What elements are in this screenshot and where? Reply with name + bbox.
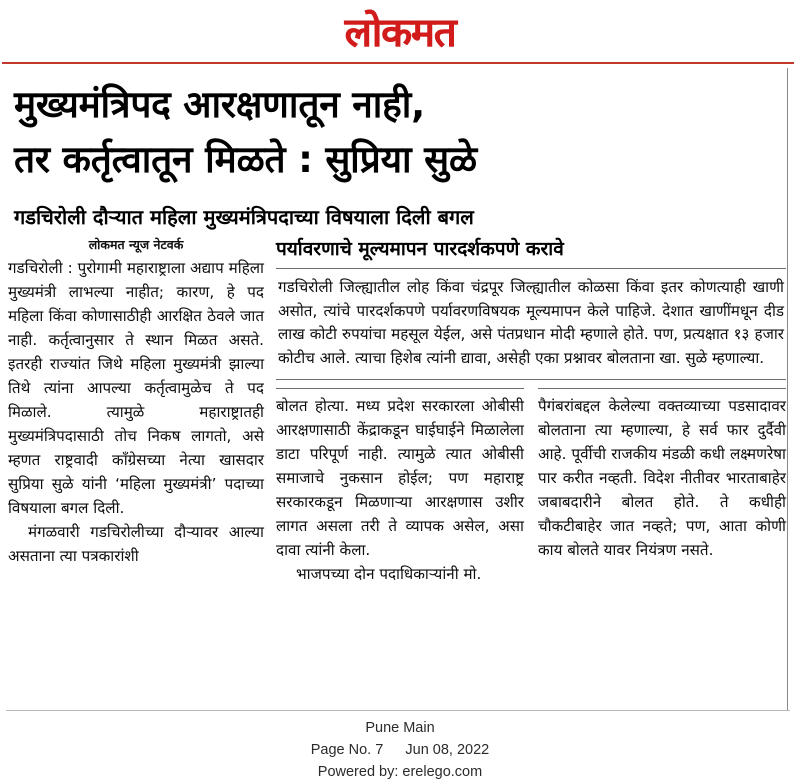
headline-line-2: तर कर्तृत्वातून मिळते : सुप्रिया सुळे xyxy=(14,137,477,181)
footer xyxy=(0,718,800,783)
column-layout xyxy=(8,236,786,587)
column-1-paragraph-1: गडचिरोली : पुरोगामी महाराष्ट्राला अद्याप महिला मुख्यमंत्री लाभल्या नाहीत; कारण, हे पद महिला किंवा कोणासाठीही आरक्षित ठेवले जात नाही. कर्तृत्वानुसार ते स्थान मिळत असते. इतरही राज्यांत जिथे महिला मुख्यमंत्री झाल्या तिथे त्यांना आपल्या कर्तृत्वामुळेच ते पद मिळाले. त्यामुळे महाराष्ट्रातही मुख्यमंत्रिपदासाठी तोच निकष लागतो, असे म्हणत राष्ट्रवादी काँग्रेसच्या नेत्या खासदार सुप्रिया सुळे यांनी ‘महिला मुख्यमंत्री’ पदाच्या विषयाला बगल दिली. xyxy=(8,258,264,517)
lower-column-layout xyxy=(276,388,786,587)
article-column-3 xyxy=(538,388,786,563)
article-body xyxy=(8,236,786,587)
page-title xyxy=(14,78,786,188)
secondary-heading: पर्यावरणाचे मूल्यमापन पारदर्शकपणे करावे xyxy=(276,237,564,260)
lokmat-logo: लोकमत xyxy=(344,10,456,56)
byline: लोकमत न्यूज नेटवर्क xyxy=(88,236,184,252)
pull-quote-text: गडचिरोली जिल्ह्यातील लोह किंवा चंद्रपूर जिल्ह्यातील कोळसा किंवा इतर कोणत्याही खाणी असोत, त्यांचे पारदर्शकपणे पर्यावरणविषयक मूल्यमापन केले पाहिजे. देशात खाणींमधून दीड लाख कोटी रुपयांचा महसूल येईल, असे पंतप्रधान मोदी म्हणाले होते. पण, प्रत्यक्षात १३ हजार कोटीच आले. त्याचा हिशेब त्यांनी द्यावा, असेही एका प्रश्नावर बोलताना खा. सुळे म्हणाल्या. xyxy=(278,278,784,368)
headline-line-1: मुख्यमंत्रिपद आरक्षणातून नाही, xyxy=(14,83,426,126)
column-2-paragraph-1: बोलत होत्या. मध्य प्रदेश सरकारला ओबीसी आरक्षणासाठी केंद्राकडून घाईघाईने मिळालेला डाटा परिपूर्ण नाही. त्यामुळे त्यात ओबीसी समाजाचे नुकसान होईल; पण महाराष्ट्र सरकारकडून मिळणाऱ्या आरक्षणास उशीर लागत असला तरी ते व्यापक असेल, असा दावा त्यांनी केला. xyxy=(276,397,524,560)
footer-page-and-date xyxy=(0,740,800,762)
footer-date: Jun 08, 2022 xyxy=(405,741,490,758)
subheading: गडचिरोली दौऱ्यात महिला मुख्यमंत्रिपदाच्या विषयाला दिली बगल xyxy=(14,204,474,229)
column-3-paragraph-1: पैगंबरांबद्दल केलेल्या वक्तव्याच्या पडसादावर बोलताना त्या म्हणाल्या, हे सर्व फार दुर्दैवी आहे. पूर्वीची राजकीय मंडळी कधी लक्ष्मणरेषा पार करीत नव्हती. विदेश नीतीवर भारताबाहेर जबाबदारीने बोलत होते. ते कधीही चौकटीबाहेर जात नव्हते; पण, आता कोणी काय बोलते यावर नियंत्रण नसते. xyxy=(538,397,786,560)
column-3-top-rule xyxy=(538,388,786,390)
masthead xyxy=(0,0,800,58)
masthead-divider xyxy=(2,62,794,64)
column-2-top-rule xyxy=(276,388,524,390)
article-column-1 xyxy=(8,236,264,568)
column-2-paragraph-2: भाजपच्या दोन पदाधिकाऱ्यांनी मो. xyxy=(296,565,482,584)
footer-edition: Pune Main xyxy=(365,720,435,736)
footer-powered-by: Powered by: erelego.com xyxy=(317,763,483,780)
pull-quote-box xyxy=(276,268,786,380)
footer-divider xyxy=(6,710,790,711)
column-1-paragraph-2: मंगळवारी गडचिरोलीच्या दौऱ्यावर आल्या असताना त्या पत्रकारांशी xyxy=(8,522,264,565)
article-column-2 xyxy=(276,388,524,587)
page-right-rule xyxy=(787,68,788,710)
footer-page-number: Page No. 7 xyxy=(310,741,384,758)
right-column-stack xyxy=(276,236,786,587)
